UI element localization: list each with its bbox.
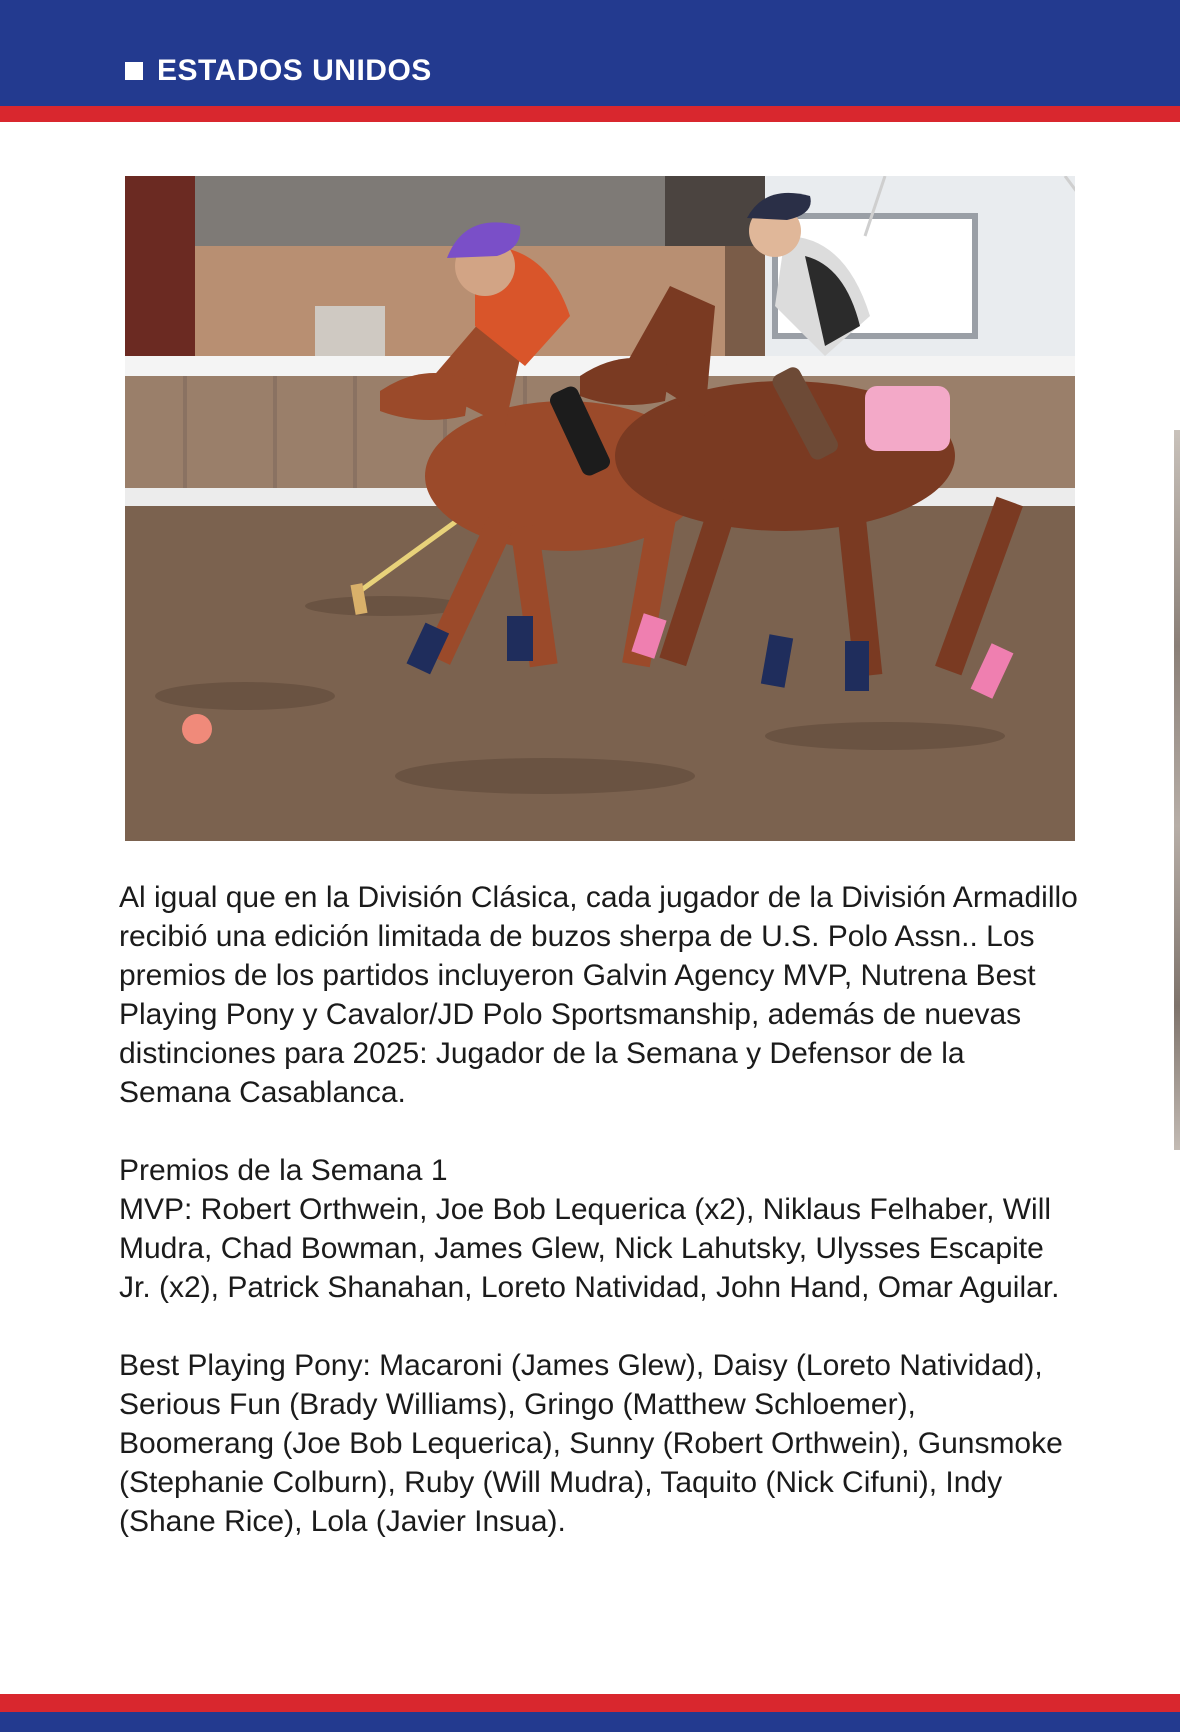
polo-photo-illustration xyxy=(125,176,1075,841)
page-footer xyxy=(0,1712,1180,1732)
adjacent-page-edge xyxy=(1174,430,1180,1150)
page-header xyxy=(0,0,1180,106)
article-body xyxy=(119,878,1079,1541)
polo-match-photo xyxy=(125,176,1075,841)
footer-red-stripe xyxy=(0,1694,1180,1712)
paragraph-spacer xyxy=(119,1112,1079,1151)
header-square-icon xyxy=(125,62,143,80)
header-red-stripe xyxy=(0,106,1180,122)
section-title: ESTADOS UNIDOS xyxy=(157,54,432,87)
paragraph-spacer xyxy=(119,1307,1079,1346)
awards-heading: Premios de la Semana 1 xyxy=(119,1154,448,1187)
mvp-list: MVP: Robert Orthwein, Joe Bob Lequerica (x2), Niklaus Felhaber, Will Mudra, Chad Bowman, James Glew, Nick Lahutsky, Ulysses Escapite Jr. (x2), Patrick Shanahan, Loreto Natividad, John Hand, Omar Aguilar. xyxy=(119,1193,1060,1304)
best-playing-pony-list: Best Playing Pony: Macaroni (James Glew), Daisy (Loreto Natividad), Serious Fun (Brady Williams), Gringo (Matthew Schloemer), Boomerang (Joe Bob Lequerica), Sunny (Robert Orthwein), Gunsmoke (Stephanie Colburn), Ruby (Will Mudra), Taquito (Nick Cifuni), Indy (Shane Rice), Lola (Javier Insua). xyxy=(119,1349,1063,1538)
article-paragraph: Al igual que en la División Clásica, cada jugador de la División Armadillo recibió una edición limitada de buzos sherpa de U.S. Polo Assn.. Los premios de los partidos incluyeron Galvin Agency MVP, Nutrena Best Playing Pony y Cavalor/JD Polo Sportsmanship, además de nuevas distinciones para 2025: Jugador de la Semana y Defensor de la Semana Casablanca. xyxy=(119,881,1078,1109)
